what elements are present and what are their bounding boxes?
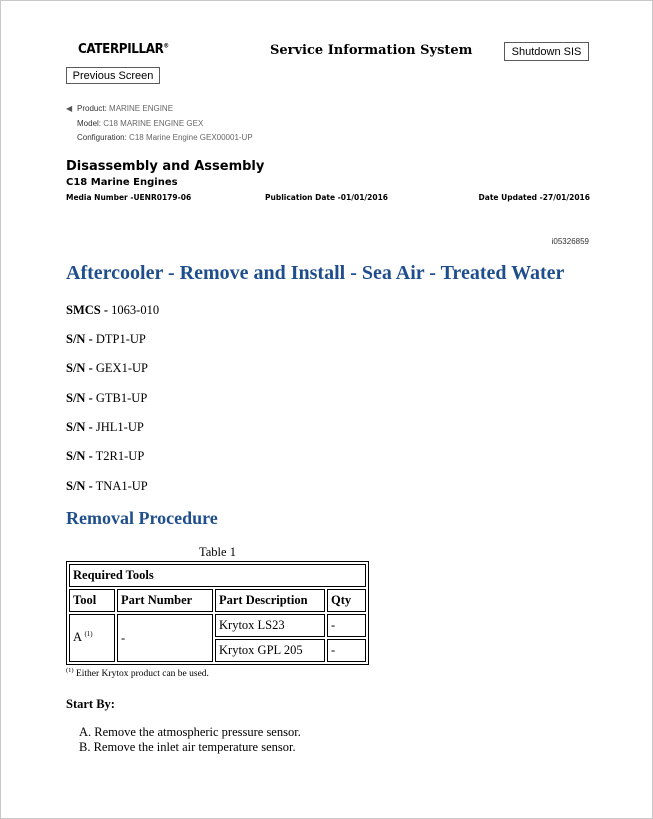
media-number: Media Number -UENR0179-06 [66,193,192,202]
part-description-cell: Krytox GPL 205 [215,639,325,662]
serial-line: S/N - JHL1-UP [66,420,144,434]
publication-date: Publication Date -01/01/2016 [265,193,389,202]
product-breadcrumb [66,102,253,146]
column-header-qty: Qty [327,589,366,612]
document-id: i05326859 [551,237,589,246]
tool-cell: A $^{(1)}$ [69,614,115,662]
table-footnote: $^{(1)}$ Either Krytox product can be used. [66,667,209,680]
serial-line: S/N - GEX1-UP [66,361,148,375]
configuration-line: Configuration: C18 Marine Engine GEX00001-UP [77,133,253,142]
previous-screen-button[interactable]: Previous Screen [66,67,160,84]
model-line: Model: C18 MARINE ENGINE GEX [77,118,204,128]
list-item: A. Remove the atmospheric pressure sensor. [79,725,301,739]
smcs-line: SMCS - 1063-010 [66,303,160,317]
footnote-ref: (1) [84,630,93,639]
start-by-steps [79,725,301,755]
app-title: Service Information System [270,43,473,58]
serial-line: S/N - DTP1-UP [66,332,146,346]
date-updated: Date Updated -27/01/2016 [478,193,590,202]
removal-procedure-heading: Removal Procedure [66,508,218,528]
column-header-part-description: Part Description [215,589,325,612]
qty-cell: - [327,614,366,637]
page-title: Aftercooler - Remove and Install - Sea Air - Treated Water [66,262,565,284]
product-line[interactable]: ◀︎ Product: MARINE ENGINE [66,102,253,117]
start-by-heading: Start By: [66,697,115,711]
part-number-cell: - [117,614,213,662]
serial-line: S/N - GTB1-UP [66,391,148,405]
section-title: Disassembly and Assembly [66,159,265,174]
caterpillar-logo: CATERPILLAR® [78,42,169,57]
column-header-tool: Tool [69,589,115,612]
table-header-row [69,589,366,612]
back-arrow-icon[interactable]: ◀︎ [66,104,73,113]
part-description-cell: Krytox LS23 [215,614,325,637]
required-tools-table [66,561,369,665]
table-row [69,614,366,637]
list-item: B. Remove the inlet air temperature sensor. [79,740,296,754]
column-header-part-number: Part Number [117,589,213,612]
qty-cell: - [327,639,366,662]
serial-line: S/N - T2R1-UP [66,449,145,463]
section-subtitle: C18 Marine Engines [66,177,178,188]
table-caption: Table 1 [199,545,236,559]
table-group-header-row [69,564,366,587]
table-group-header: Required Tools [69,564,366,587]
serial-line: S/N - TNA1-UP [66,479,148,493]
shutdown-sis-button[interactable]: Shutdown SIS [504,42,589,61]
